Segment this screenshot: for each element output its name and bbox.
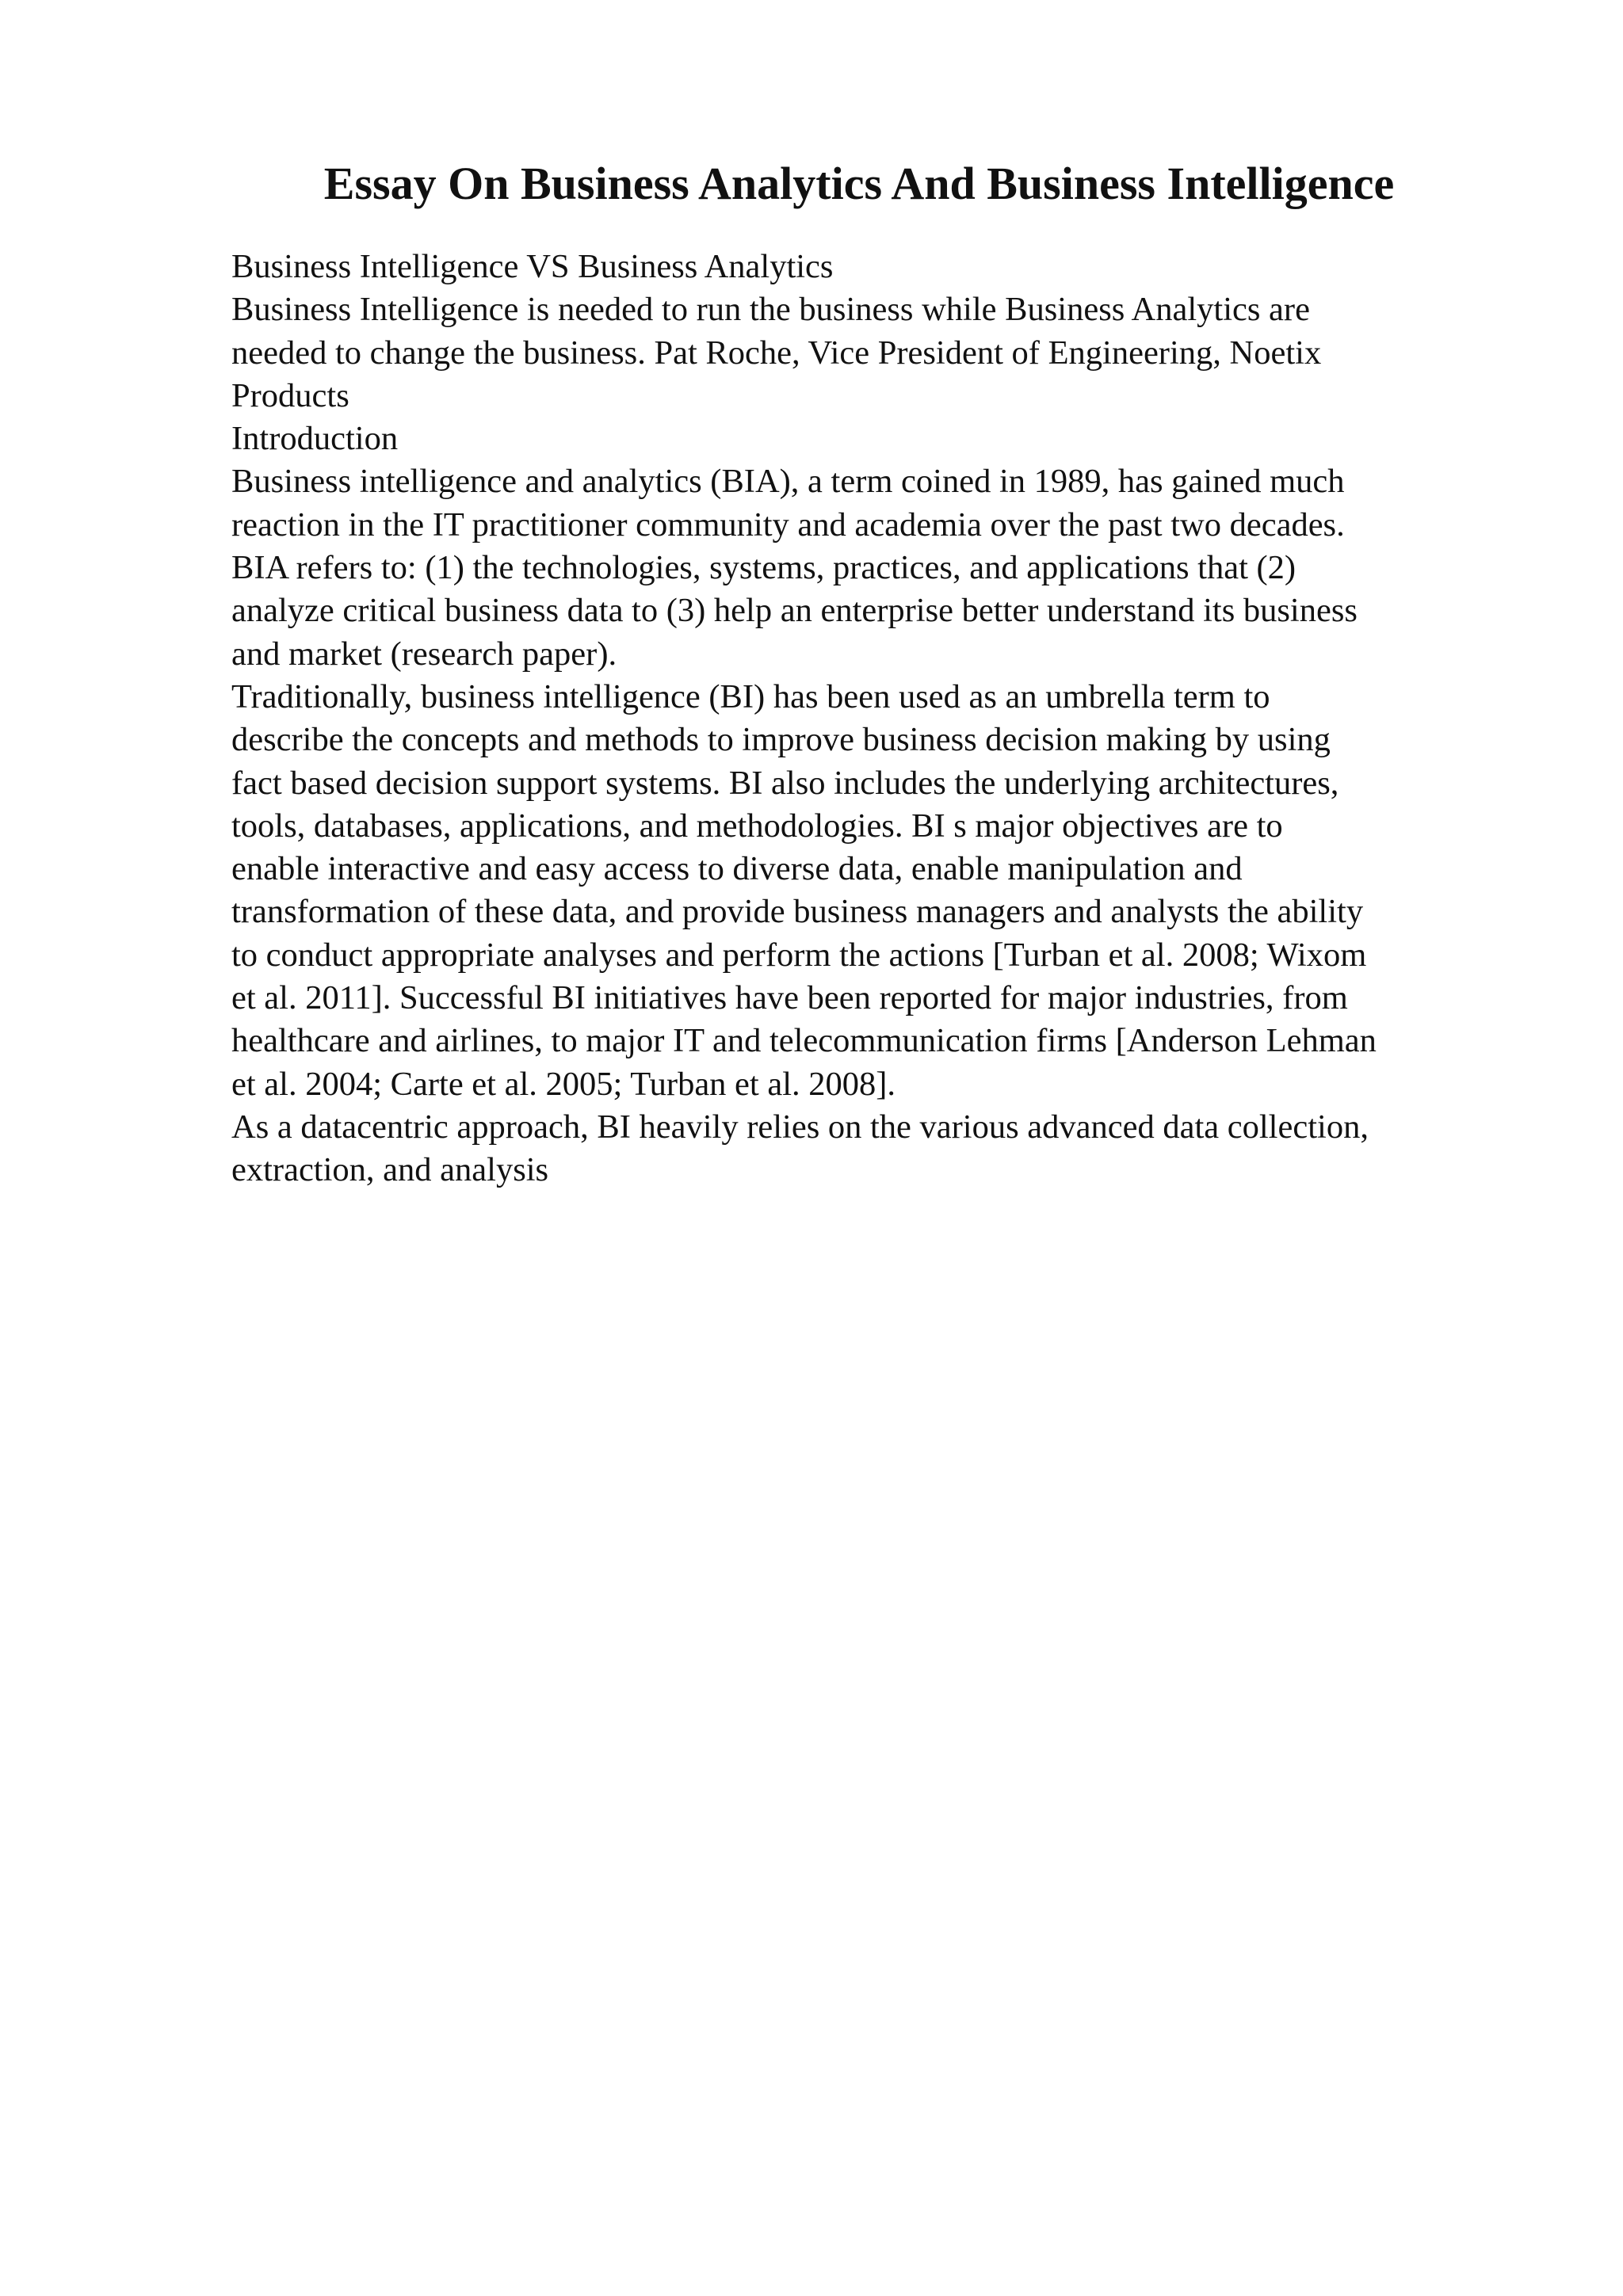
body-line: needed to change the business. Pat Roche, Vice President of Engineering, Noetix [231,334,1322,372]
body-line: Business Intelligence is needed to run the business while Business Analytics are [231,291,1310,329]
body-line: et al. 2004; Carte et al. 2005; Turban et al. 2008]. [231,1065,896,1103]
body-line: fact based decision support systems. BI also includes the underlying architectures, [231,764,1339,802]
document-title: Essay On Business Analytics And Business Intelligence [323,158,1395,209]
body-line: BIA refers to: (1) the technologies, systems, practices, and applications that (2) [231,549,1296,587]
document-body [231,246,1499,1192]
body-line: extraction, and analysis [231,1151,549,1189]
body-line: Introduction [231,420,399,458]
body-line: to conduct appropriate analyses and perform the actions [Turban et al. 2008; Wixom [231,936,1367,974]
body-line: Products [231,376,349,414]
body-line: transformation of these data, and provide business managers and analysts the ability [231,893,1364,931]
body-line: healthcare and airlines, to major IT and telecommunication firms [Anderson Lehman [231,1022,1377,1060]
body-line: tools, databases, applications, and methodologies. BI s major objectives are to [231,807,1283,845]
body-line: enable interactive and easy access to diverse data, enable manipulation and [231,850,1243,888]
body-line: and market (research paper). [231,635,617,673]
body-line: et al. 2011]. Successful BI initiatives have been reported for major industries, from [231,979,1348,1017]
body-line: analyze critical business data to (3) help an enterprise better understand its business [231,592,1358,630]
body-line: reaction in the IT practitioner community and academia over the past two decades. [231,505,1345,543]
body-line: Traditionally, business intelligence (BI) has been used as an umbrella term to [231,677,1270,715]
body-line: describe the concepts and methods to improve business decision making by using [231,721,1331,759]
body-line: Business Intelligence VS Business Analytics [231,248,834,285]
body-line: Business intelligence and analytics (BIA), a term coined in 1989, has gained much [231,463,1345,501]
body-line: As a datacentric approach, BI heavily relies on the various advanced data collection, [231,1108,1369,1146]
